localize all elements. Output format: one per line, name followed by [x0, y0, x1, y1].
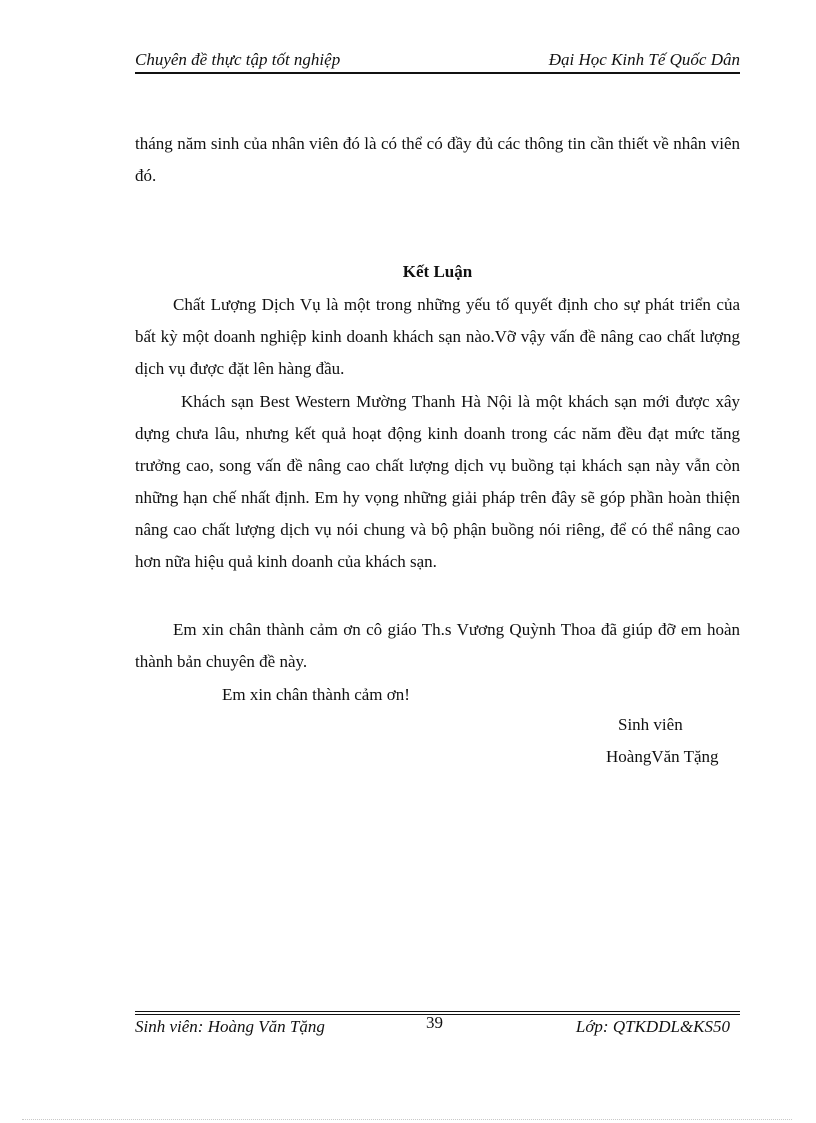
header-divider: [135, 72, 740, 74]
signature-role: Sinh viên: [618, 715, 683, 734]
footer-student: Sinh viên: Hoàng Văn Tặng: [135, 1017, 325, 1036]
conclusion-paragraph-2: Khách sạn Best Western Mường Thanh Hà Nội là một khách sạn mới được xây dựng chưa lâu, nhưng kết quả hoạt động kinh doanh trong các năm đều đạt mức tăng trưởng cao, song vấn đề nâng cao chất lượng dịch vụ buồng tại khách sạn này vẫn còn những hạn chế nhất định. Em hy vọng những giải pháp trên đây sẽ góp phần hoàn thiện nâng cao chất lượng dịch vụ nói chung và bộ phận buồng nói riêng, để có thể nâng cao hơn nữa hiệu quả kinh doanh của khách sạn.: [135, 392, 740, 571]
footer-class: Lớp: QTKDDL&KS50: [575, 1017, 730, 1036]
page-edge-divider: [22, 1119, 792, 1120]
footer-divider-top: [135, 1011, 740, 1012]
header-right-title: Đại Học Kinh Tế Quốc Dân: [548, 50, 740, 69]
section-title: Kết Luận: [402, 262, 473, 281]
closing-thanks: Em xin chân thành cảm ơn!: [222, 685, 410, 704]
signature-name: HoàngVăn Tặng: [606, 747, 719, 766]
header-left-title: Chuyên đề thực tập tốt nghiệp: [135, 50, 341, 69]
page-number: 39: [426, 1013, 443, 1032]
intro-paragraph: tháng năm sinh của nhân viên đó là có thể có đầy đủ các thông tin cần thiết về nhân viên đó.: [135, 134, 740, 185]
thanks-paragraph: Em xin chân thành cảm ơn cô giáo Th.s Vương Quỳnh Thoa đã giúp đỡ em hoàn thành bản chuyên đề này.: [135, 620, 740, 671]
conclusion-paragraph-1: Chất Lượng Dịch Vụ là một trong những yếu tố quyết định cho sự phát triển của bất kỳ một doanh nghiệp kinh doanh khách sạn nào.Vỡ vậy vấn đề nâng cao chất lượng dịch vụ được đặt lên hàng đầu.: [135, 295, 740, 378]
